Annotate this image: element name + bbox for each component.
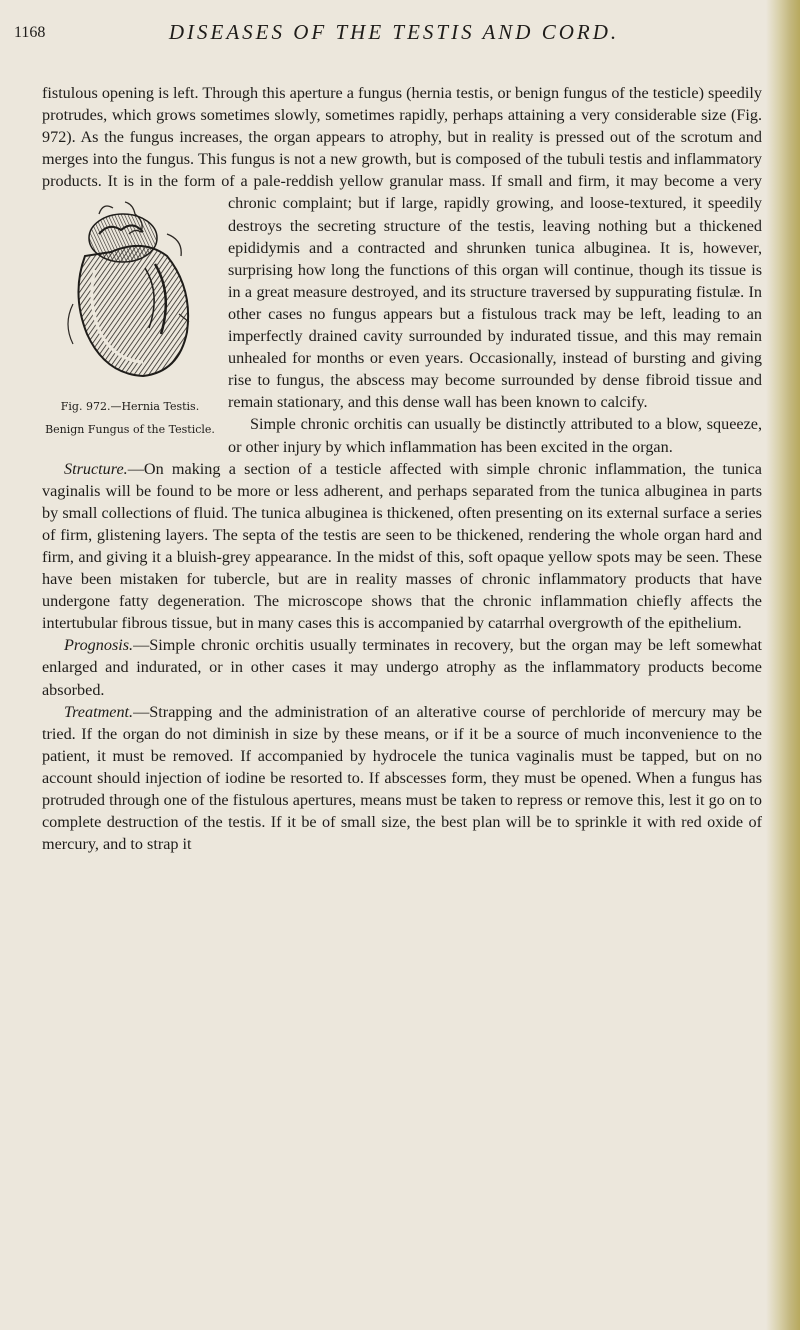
paragraph-fungus-intro-text: fistulous opening is left. Through this aperture a fungus (hernia testis, or benign fungus of the testicle) speedily protrudes, which grows sometimes slowly, sometimes rapidly, perhaps attaining a very considerable size (Fig. 972). As the fungus increases, the organ appears to atrophy, but in reality is pressed out of the scrotum and merges into the fungus. This fungus is not a new growth, but is composed of the tubuli testis and inflammatory products. It is in the form of a pale-reddish yellow granular mass. If small and firm, it may become a very: [42, 84, 762, 191]
section-heading-prognosis: Prognosis.: [64, 636, 134, 655]
running-title: DISEASES OF THE TESTIS AND CORD.: [168, 20, 620, 44]
paragraph-prognosis-text: —Simple chronic orchitis usually terminates in recovery, but the organ may be left somewhat enlarged and indurated, or in other cases it may undergo atrophy as the inflammatory products become absorbed.: [42, 636, 762, 699]
hernia-testis-engraving-icon: [55, 194, 205, 394]
paragraph-structure-text: —On making a section of a testicle affected with simple chronic inflammation, the tunica vaginalis will be found to be more or less adherent, and perhaps separated from the tunica albuginea in parts by small collections of fluid. The tunica albuginea is thickened, often presenting on its external surface a series of firm, glistening layers. The septa of the testis are seen to be thickened, rendering the whole organ hard and firm, and giving it a bluish-grey appearance. In the midst of this, soft opaque yellow spots may be seen. These have been mistaken for tubercle, but are in reality masses of chronic inflammatory products that have undergone fatty degeneration. The microscope shows that the chronic inflammation chiefly affects the intertubular fibrous tissue, but in many cases this is accompanied by catarrhal overgrowth of the epithelium.: [42, 459, 762, 633]
page-number: 1168: [14, 24, 46, 41]
page-edge-shadow: [766, 0, 800, 1330]
figure-caption: [45, 400, 215, 435]
section-heading-structure: Structure.: [64, 459, 128, 478]
page-header: [14, 18, 774, 58]
paragraph-structure: [42, 458, 762, 635]
figure-caption-line-1: Fig. 972.—Hernia Testis.: [60, 400, 200, 414]
paragraph-treatment-text: —Strapping and the administration of an alterative course of perchloride of mercury may be tried. If the organ do not diminish in size by these means, or if it be a source of much inconvenience to the patient, it must be removed. If accompanied by hydrocele the tunica vaginalis must be tapped, but on no account should injection of iodine be resorted to. If abscesses form, they must be opened. When a fungus has protruded through one of the fistulous apertures, means must be taken to repress or remove this, lest it go on to complete destruction of the testis. If it be of small size, the best plan will be to sprinkle it with red oxide of mercury, and to strap it: [42, 702, 762, 854]
paragraph-prognosis: [42, 634, 762, 700]
figure-caption-line-2: Benign Fungus of the Testicle.: [45, 422, 215, 436]
paragraph-fungus-continued: chronic complaint; but if large, rapidly growing, and loose-textured, it speedily destroys the secreting structure of the testis, leaving nothing but a thickened epididymis and a contracted and shrunken tunica albuginea. It is, however, surprising how long the functions of this organ will continue, though its tissue is in a great measure destroyed, and its structure traversed by suppurating fistulæ. In other cases no fungus appears but a fistulous track may be left, leading to an imperfectly drained cavity surrounded by indurated tissue, and this may remain unhealed for months or even years. Occasionally, instead of bursting and giving rise to fungus, the abscess may become surrounded by dense fibroid tissue and remain stationary, and this dense wall has been known to calcify.: [228, 194, 762, 412]
body-text: [42, 82, 762, 855]
paragraph-simple-chronic-orchitis: Simple chronic orchitis can usually be distinctly attributed to a blow, squeeze, or other injury by which inflammation has been excited in the organ.: [228, 415, 762, 456]
paragraph-treatment: [42, 701, 762, 856]
section-heading-treatment: Treatment.: [64, 702, 134, 721]
figure-972: [42, 194, 218, 438]
